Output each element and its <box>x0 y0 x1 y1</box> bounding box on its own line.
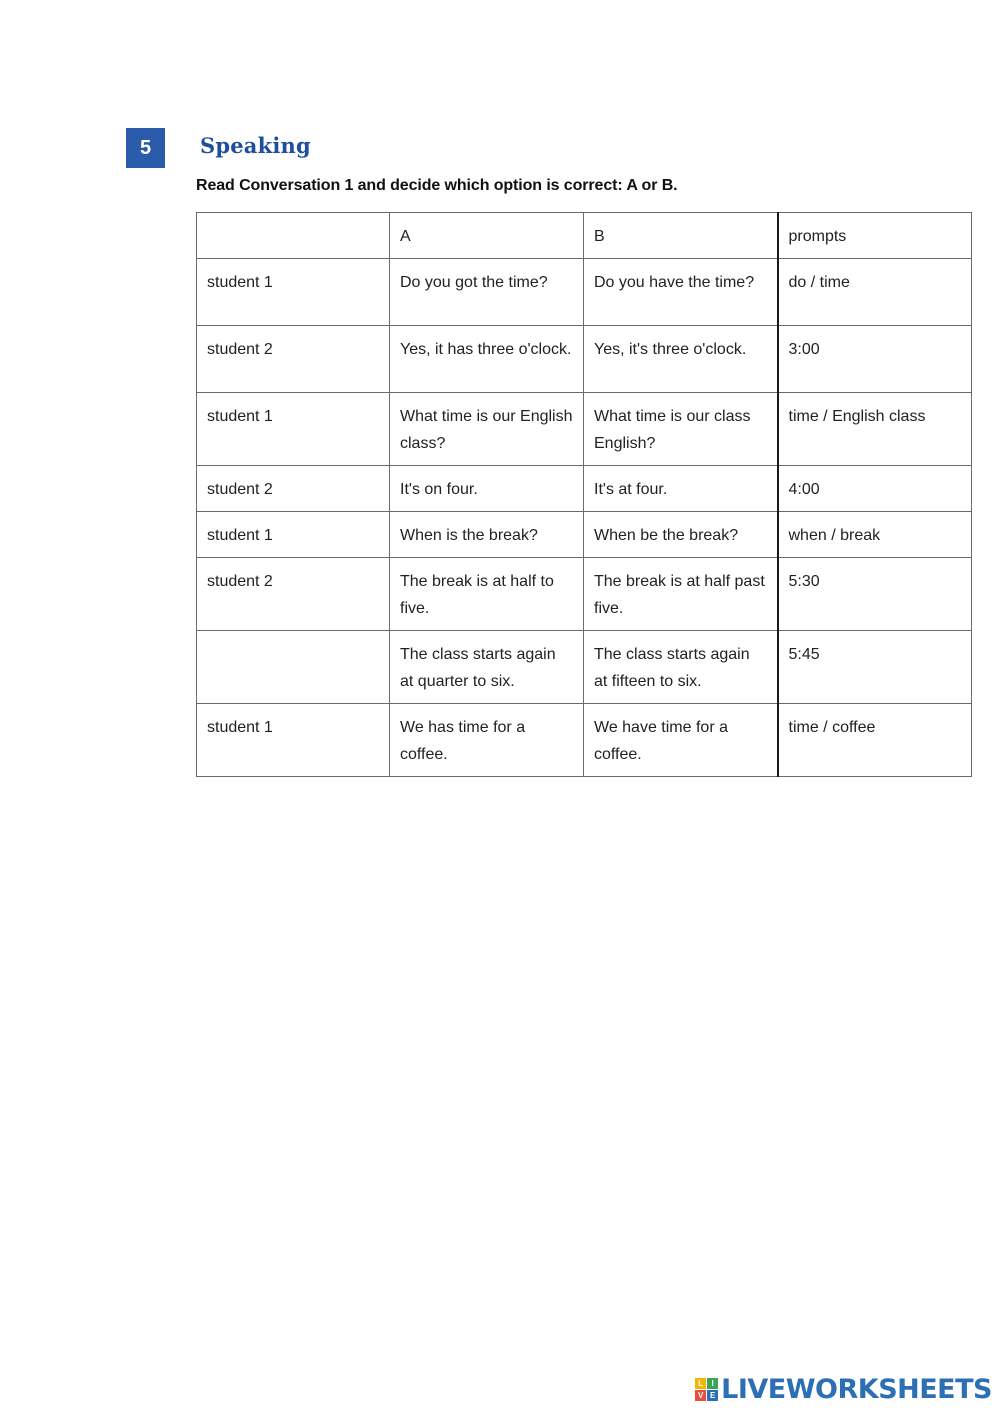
option-b-cell[interactable]: It's at four. <box>584 466 778 512</box>
speaker-cell: student 2 <box>197 558 390 631</box>
liveworksheets-branding <box>695 1374 992 1405</box>
speaker-cell: student 1 <box>197 259 390 326</box>
logo-tile: E <box>707 1390 718 1401</box>
speaker-cell: student 2 <box>197 466 390 512</box>
prompt-cell: time / coffee <box>778 704 972 777</box>
option-b-cell[interactable]: The break is at half past five. <box>584 558 778 631</box>
option-a-cell[interactable]: Yes, it has three o'clock. <box>390 326 584 393</box>
option-b-cell[interactable]: When be the break? <box>584 512 778 558</box>
option-b-cell[interactable]: What time is our class English? <box>584 393 778 466</box>
table-row <box>197 466 972 512</box>
option-b-cell[interactable]: Do you have the time? <box>584 259 778 326</box>
table-row <box>197 631 972 704</box>
header-cell-b: B <box>584 213 778 259</box>
table-row <box>197 558 972 631</box>
header-cell-a: A <box>390 213 584 259</box>
liveworksheets-logo-icon <box>695 1378 718 1401</box>
header-cell-prompts: prompts <box>778 213 972 259</box>
option-a-cell[interactable]: What time is our English class? <box>390 393 584 466</box>
option-a-cell[interactable]: The break is at half to five. <box>390 558 584 631</box>
option-a-cell[interactable]: It's on four. <box>390 466 584 512</box>
table-row <box>197 512 972 558</box>
table-row <box>197 259 972 326</box>
speaker-cell: student 2 <box>197 326 390 393</box>
logo-tile: V <box>695 1390 706 1401</box>
option-b-cell[interactable]: The class starts again at fifteen to six. <box>584 631 778 704</box>
prompt-cell: do / time <box>778 259 972 326</box>
prompt-cell: 4:00 <box>778 466 972 512</box>
section-title: Speaking <box>200 133 311 158</box>
table-row <box>197 326 972 393</box>
section-number-badge: 5 <box>126 128 165 168</box>
prompt-cell: when / break <box>778 512 972 558</box>
prompt-cell: time / English class <box>778 393 972 466</box>
table-row <box>197 393 972 466</box>
option-a-cell[interactable]: Do you got the time? <box>390 259 584 326</box>
option-a-cell[interactable]: When is the break? <box>390 512 584 558</box>
speaker-cell <box>197 631 390 704</box>
instruction-text: Read Conversation 1 and decide which option is correct: A or B. <box>196 177 678 194</box>
prompt-cell: 5:45 <box>778 631 972 704</box>
option-b-cell[interactable]: We have time for a coffee. <box>584 704 778 777</box>
prompt-cell: 5:30 <box>778 558 972 631</box>
speaker-cell: student 1 <box>197 512 390 558</box>
table-header-row <box>197 213 972 259</box>
speaker-cell: student 1 <box>197 704 390 777</box>
option-a-cell[interactable]: The class starts again at quarter to six. <box>390 631 584 704</box>
liveworksheets-wordmark: LIVEWORKSHEETS <box>721 1374 992 1405</box>
option-a-cell[interactable]: We has time for a coffee. <box>390 704 584 777</box>
header-cell-speaker <box>197 213 390 259</box>
exercise-table <box>196 212 972 777</box>
logo-tile: I <box>707 1378 718 1389</box>
speaker-cell: student 1 <box>197 393 390 466</box>
option-b-cell[interactable]: Yes, it's three o'clock. <box>584 326 778 393</box>
table-row <box>197 704 972 777</box>
logo-tile: L <box>695 1378 706 1389</box>
prompt-cell: 3:00 <box>778 326 972 393</box>
